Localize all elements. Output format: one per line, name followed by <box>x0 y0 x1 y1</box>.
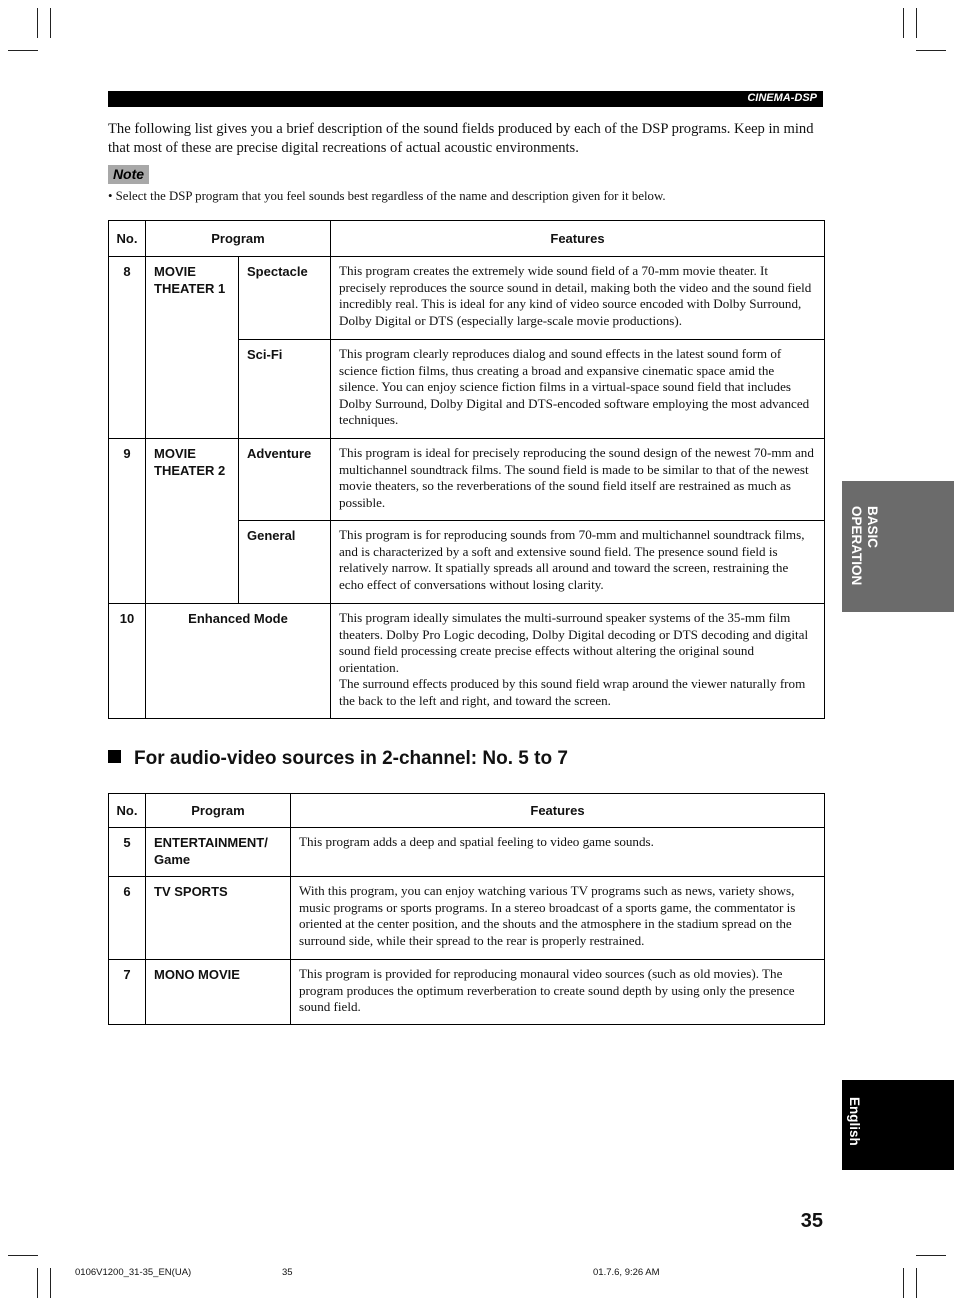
section-heading-text: For audio-video sources in 2-channel: No. 5 to 7 <box>134 748 568 769</box>
column-header-no: No. <box>109 221 146 257</box>
intro-paragraph: The following list gives you a brief description of the sound fields produced by each of the DSP programs. Keep in mind that most of these are precise digital recreations of actual acoustic environments. <box>108 121 814 156</box>
table-header-row <box>109 221 825 257</box>
program-features: This program adds a deep and spatial feeling to video game sounds. <box>291 828 825 877</box>
section-header-bar <box>108 91 823 107</box>
sub-program-name: Sci-Fi <box>239 340 331 439</box>
column-header-program: Program <box>146 221 331 257</box>
program-number: 10 <box>109 604 146 719</box>
dsp-program-table <box>108 220 825 719</box>
program-name: MOVIE THEATER 2 <box>146 439 239 604</box>
side-tab-basic-operation-label: BASIC OPERATION <box>849 506 880 586</box>
crop-mark <box>8 50 38 51</box>
table-row <box>109 877 825 960</box>
table-header-row <box>109 794 825 828</box>
note-label: Note <box>108 165 149 184</box>
table-row <box>109 828 825 877</box>
program-name: MONO MOVIE <box>146 960 291 1025</box>
program-number: 8 <box>109 257 146 439</box>
sub-program-name: Adventure <box>239 439 331 521</box>
column-header-program: Program <box>146 794 291 828</box>
table-row <box>109 439 825 521</box>
crop-mark <box>37 1268 38 1298</box>
crop-mark <box>50 1268 51 1298</box>
program-number: 5 <box>109 828 146 877</box>
program-number: 7 <box>109 960 146 1025</box>
program-name: MOVIE THEATER 1 <box>146 257 239 439</box>
crop-mark <box>916 50 946 51</box>
crop-mark <box>916 1268 917 1298</box>
program-number: 9 <box>109 439 146 604</box>
program-features: This program creates the extremely wide sound field of a 70-mm movie theater. It precisely reproduces the source sound in detail, making both the video and the sound field incredibly real. This is ideal for any kind of video source encoded with Dolby Surround, Dolby Digital or DTS (especially large-scale movie productions). <box>331 257 825 340</box>
side-tab-language-label: English <box>847 1097 862 1146</box>
crop-mark <box>903 8 904 38</box>
features-paragraph: The surround effects produced by this sound field wrap around the viewer naturally from the back to the left and right, and toward the screen. <box>339 676 806 708</box>
program-features: With this program, you can enjoy watching various TV programs such as news, variety shows, music programs or sports programs. In a stereo broadcast of a sports game, the commentator is oriented at the center position, and the shouts and the atmosphere in the stadium spread on the surround side, while their spread to the rear is properly restrained. <box>291 877 825 960</box>
program-features: This program is ideal for precisely reproducing the sound design of the newest 70-mm and multichannel soundtrack films. The sound field is made to be similar to that of the newest movie theaters, so the reverberations of the sound field itself are restrained as much as possible. <box>331 439 825 521</box>
sub-program-name: Spectacle <box>239 257 331 340</box>
column-header-features: Features <box>291 794 825 828</box>
program-features: This program is for reproducing sounds from 70-mm and multichannel soundtrack films, and is characterized by a soft and extensive sound field. The presence sound field is relatively narrow. It spatially spreads all around and toward the screen, restraining the echo effect of conversations without losing clarity. <box>331 521 825 604</box>
table-row <box>109 257 825 340</box>
section-heading <box>108 748 568 770</box>
page-number: 35 <box>800 1210 823 1232</box>
note-text: • Select the DSP program that you feel sounds best regardless of the name and description given for it below. <box>108 189 666 203</box>
footer-timestamp: 01.7.6, 9:26 AM <box>593 1267 660 1278</box>
crop-mark <box>903 1268 904 1298</box>
footer-file-name: 0106V1200_31-35_EN(UA) <box>75 1267 192 1278</box>
sub-program-name: General <box>239 521 331 604</box>
table-row <box>109 604 825 719</box>
program-name: TV SPORTS <box>146 877 291 960</box>
two-channel-program-table <box>108 793 825 1025</box>
program-features: This program clearly reproduces dialog and sound effects in the latest sound form of science fiction films, thus creating a broad and expansive cinematic space amid the silence. You can enjoy science fiction films in a virtual-space sound field that includes Dolby Surround, Dolby Digital and DTS-encoded software employing the most advanced techniques. <box>331 340 825 439</box>
features-paragraph: This program ideally simulates the multi-surround speaker systems of the 35-mm film theaters. Dolby Pro Logic decoding, Dolby Digital decoding or DTS decoding and digital sound field processing create precise effects without altering the original sound orientation. <box>339 610 809 675</box>
program-name: ENTERTAINMENT/ Game <box>146 828 291 877</box>
section-header-label: CINEMA-DSP <box>747 92 817 104</box>
crop-mark <box>916 8 917 38</box>
column-header-no: No. <box>109 794 146 828</box>
table-row <box>109 960 825 1025</box>
program-features <box>331 604 825 719</box>
program-features: This program is provided for reproducing monaural video sources (such as old movies). The program produces the optimum reverberation to create sound depth by using only the presence sound field. <box>291 960 825 1025</box>
crop-mark <box>8 1255 38 1256</box>
square-bullet-icon <box>108 750 121 763</box>
crop-mark <box>916 1255 946 1256</box>
program-name: Enhanced Mode <box>146 604 331 719</box>
crop-mark <box>50 8 51 38</box>
crop-mark <box>37 8 38 38</box>
footer-page: 35 <box>282 1267 293 1278</box>
program-number: 6 <box>109 877 146 960</box>
column-header-features: Features <box>331 221 825 257</box>
